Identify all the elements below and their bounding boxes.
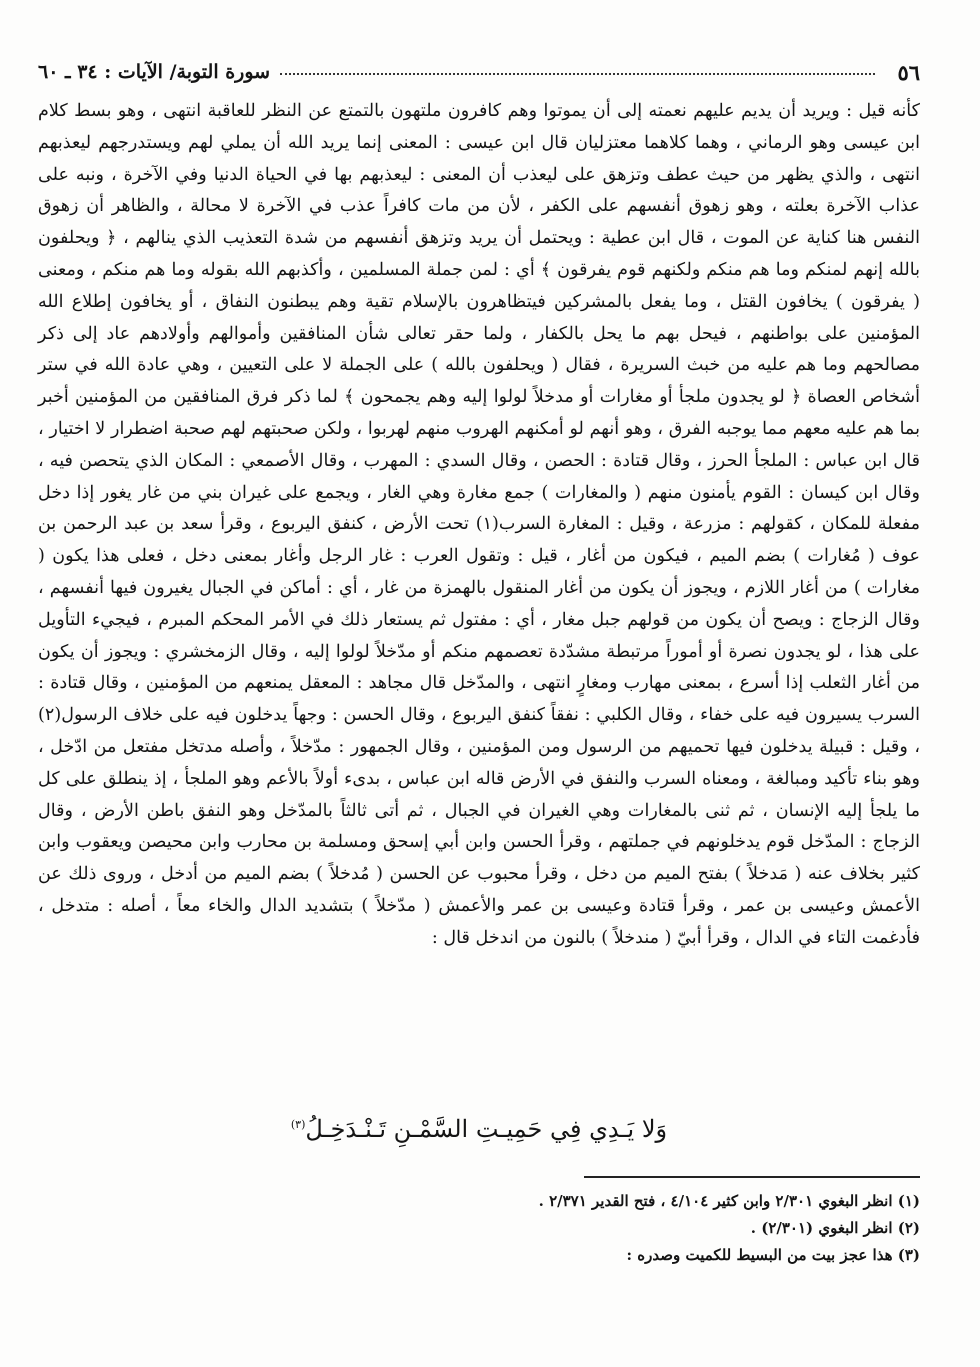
footnote-separator	[584, 1176, 920, 1178]
header-dotted-leader	[280, 73, 875, 75]
footnote-item: (١) انظر البغوي ٢/٣٠١ وابن كثير ٤/١٠٤ ، فتح القدير ٢/٣٧١ .	[538, 1192, 920, 1210]
poetry-verse	[38, 1115, 920, 1143]
verse-text: وَلا يَـدِي فِي حَمِيـتِ السَّمْـنِ تَـنْـدَخِـلُ	[305, 1115, 668, 1143]
verse-footnote-ref: (٣)	[290, 1118, 306, 1131]
footnote-item: (٢) انظر البغوي (٢/٣٠١) .	[750, 1219, 920, 1237]
page-number: ٥٦	[897, 59, 920, 85]
main-paragraph: كأنه قيل : ويريد أن يديم عليهم نعمته إلى أن يموتوا وهم كافرون ملتهون بالتمتع عن النظر للعاقبة انتهى ، وهو بسط كلام ابن عيسى وهو الرماني ، وهما كلاهما معتزليان قال ابن عيسى : المعنى إنما يريد الله أن يملي لهم ويستدرجهم ليعذبهم انتهى ، والذي يظهر من حيث عطف وتزهق على ليعذب أن المعنى : ليعذبهم بها في الحياة الدنيا وفي الآخرة ، ونبه على عذاب الآخرة بعلته ، وهو زهوق أنفسهم على الكفر ، لأن من مات كافراً عذب في الآخرة لا محالة ، والظاهر أن زهوق النفس هنا كناية عن الموت ، قال ابن عطية : ويحتمل أن يريد وتزهق أنفسهم من شدة التعذيب الذي ينالهم ، ﴿ ويحلفون بالله إنهم لمنكم وما هم منكم ولكنهم قوم يفرقون ﴾ أي : لمن جملة المسلمين ، وأكذبهم الله بقوله وما هم منكم ، ومعنى ( يفرقون ) يخافون القتل ، وما يفعل بالمشركين فيتظاهرون بالإسلام تقية وهم يبطنون النفاق ، أو يخافون إطلاع الله المؤمنين على بواطنهم ، فيحل بهم ما يحل بالكفار ، ولما حقر تعالى شأن المنافقين وأموالهم وأولادهم عاد إلى ذكر مصالحهم وما هم عليه من خبث السريرة ، فقال ( ويحلفون بالله ) على الجملة لا على التعيين ، وهي عادة الله في ستر أشخاص العصاة ﴿ لو يجدون ملجأ أو مغارات أو مدخلاً لولوا إليه وهم يجمحون ﴾ لما ذكر فرق المنافقين من المؤمنين أخبر بما هم عليه معهم مما يوجبه الفرق ، وهو أنهم لو أمكنهم الهروب منهم لهربوا ، ولكن صحبتهم لهم صحبة اضطرار لا اختيار ، قال ابن عباس : الملجأ الحرز ، وقال قتادة : الحصن ، وقال السدي : المهرب ، وقال الأصمعي : المكان الذي يتحصن فيه ، وقال ابن كيسان : القوم يأمنون منهم ( والمغارات ) جمع مغارة وهي الغار ، ويجمع على غيران بني من غار يغور إذا دخل مفعلة للمكان ، كقولهم : مزرعة ، وقيل : المغارة السرب(١) تحت الأرض ، كنفق اليربوع ، وقرأ سعد بن عبد الرحمن بن عوف ( مُغارات ) بضم الميم ، فيكون من أغار ، قيل : وتقول العرب : غار الرجل وأغار بمعنى دخل ، فعلى هذا يكون ( مغارات ) من أغار اللازم ، ويجوز أن يكون من أغار المنقول بالهمزة من غار ، أي : أماكن في الجبال يغيرون فيها أنفسهم ، وقال الزجاج : ويصح أن يكون من قولهم جبل مغار ، أي : مفتول ثم يستعار ذلك في الأمر المحكم المبرم ، فيجيء التأويل على هذا ، لو يجدون نصرة أو أموراً مرتبطة مشدّدة تعصمهم منكم أو مدّخلاً لولوا إليه ، وقال الزمخشري : ويجوز أن يكون من أغار الثعلب إذا أسرع ، بمعنى مهارب ومغارٍ انتهى ، والمدّخل قال مجاهد : المعقل يمنعهم من المؤمنين ، وقال قتادة : السرب يسيرون فيه على خفاء ، وقال الكلبي : نفقاً كنفق اليربوع ، وقال الحسن : وجهاً يدخلون فيه على خلاف الرسول(٢) ، وقيل : قبيلة يدخلون فيها تحميهم من الرسول ومن المؤمنين ، وقال الجمهور : مدّخلاً ، وأصله مدتخل مفتعل من ادّخل ، وهو بناء تأكيد ومبالغة ، ومعناه السرب والنفق في الأرض قاله ابن عباس ، بدىء أولاً بالأعم وهو الملجأ ، إذ ينطلق على كل ما يلجأ إليه الإنسان ، ثم ثنى بالمغارات وهي الغيران في الجبال ، ثم أتى ثالثاً بالمدّخل وهو النفق باطن الأرض ، وقال الزجاج : المدّخل قوم يدخلونهم في جملتهم ، وقرأ الحسن وابن أبي إسحق ومسلمة بن محارب وابن محيصن ويعقوب وابن كثير بخلاف عنه ( مَدخلاً ) بفتح الميم من دخل ، وقرأ محبوب عن الحسن ( مُدخلاً ) بضم الميم من أدخل ، وروى ذلك عن الأعمش وعيسى بن عمر ، وقرأ قتادة وعيسى بن عمر والأعمش ( مدّخلاً ) بتشديد الدال والخاء معاً ، أصله : متدخل ، فأدغمت التاء في الدال ، وقرأ أبيّ ( مندخلاً ) بالنون من اندخل قال :	[38, 101, 920, 948]
page-header	[38, 56, 920, 88]
main-text	[38, 96, 920, 955]
footnote-item: (٣) هذا عجز بيت من البسيط للكميت وصدره :	[626, 1246, 920, 1264]
footnotes	[38, 1188, 920, 1269]
running-title: سورة التوبة/ الآيات : ٣٤ ـ ٦٠	[38, 61, 271, 83]
